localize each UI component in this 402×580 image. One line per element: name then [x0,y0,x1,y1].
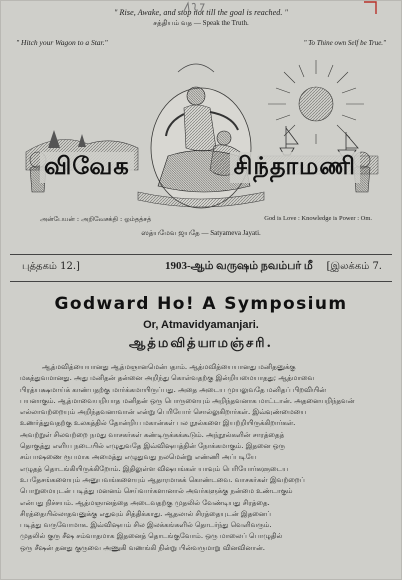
body-line: ஆத்மவித்யையானது ஆத்மஞானமென்பதாம். ஆத்மவித்யையானது மனிதனுக்கு [42,363,296,371]
body-line: பொறுமையுடன் படித்து மனனம் செய்வார்களானால் அவர்களுக்கு நன்மை உண்டாகும் [20,487,293,496]
article-title: Godward Ho! A Symposium [54,294,348,314]
body-line: பிரத்யக்ஷமாய்க் காண்பதற்கு மார்க்கமாயிருப்பது. அதை அடைய முயலுவதே மனிதப் பிறவியின் [20,385,326,394]
sun-emblem [268,60,364,144]
body-line: தொகுத்து எளிய நடையில் எழுதுவதே இவ்விஷயத்தின் நோக்கமாகும். இதனை ஒரு [20,442,286,451]
goddess-figure [151,64,251,208]
english-motto: God is Love : Knowledge is Power : Om. [264,215,372,222]
handwritten-annotation [182,0,210,14]
body-line: அவற்றுள் சிலவற்றை நமது வாசகர்கள் கண்டிருக்கக்கூடும். அந்நூல்களின் சாரத்தைத் [20,430,285,439]
body-line: முதலில் குரு சீஷ சம்வாதமாக இதனைத் தொடங்குவோம். ஒரு மாலைப் பொழுதில் [20,532,283,541]
speak-truth-line: சத்தியம் வத — Speak the Truth. [153,19,249,27]
header-quote: " Rise, Awake, and stop not till the goal is reached. " [114,7,288,17]
issue-info-row [0,259,402,279]
sanskrit-motto: ஸத்யமேவ ஜயதே — Satyameva Jayati. [141,229,261,237]
tamil-motto: அன்பேயன் : அறிவேசக்தி : ஓம்தத்சத் [40,215,152,223]
body-line: உபதேசங்களையும் அனுபவங்களையும் ஆதாரமாகக் கொண்டவை. வாசகர்கள் இவற்றைப் [20,475,305,484]
divider-top [10,254,392,255]
volume-number: புத்தகம் 12.] [22,261,80,272]
body-line: எழுதத் தொடங்கியிருக்கிறோம். இதிலுள்ள விஷயங்கள் யாவும் பெரியோர்களுடைய [20,464,289,473]
title-right: சிந்தாமணி [230,152,360,183]
right-motto: " To Thine own Self be True." [303,39,386,47]
body-line: ஒரு சீஷன் தனது குருவை அணுகி வணங்கி நின்று பின்வருமாறு வினவினான். [20,543,265,552]
body-line: என்பது நிச்சயம். ஆத்மஞானத்தை அடைவதற்கு முதலில் வேண்டியது சிரத்தை. [20,498,270,507]
title-left: விவேக [40,152,134,183]
issue-number: [இலக்கம் 7. [326,261,382,272]
left-motto: " Hitch your Wagon to a Star." [16,38,108,47]
body-line: படித்து வருவோமாக. இவ்விஷயம் சில இலக்கங்களில் தொடர்ந்து வெளிவரும். [20,521,272,530]
masthead-title [40,150,360,184]
article-body [20,362,384,554]
divider-bottom [10,281,392,282]
article-tamil-title: ஆத்மவித்யாமஞ்சரி. [128,336,274,351]
article-subtitle: Or, Atmavidyamanjari. [143,319,259,331]
body-line: சம்பாஷணை ரூபமாக அமைத்து எழுதுவது நலமென்று எண்ணி அப்படியே [20,453,257,462]
body-line: உணர்த்துவதற்கு உலகத்தில் தோன்றிய மகான்கள் பல நூல்களை இயற்றியிருக்கிறார்கள். [20,419,296,428]
masthead-illustration [18,52,384,212]
red-corner-mark [363,1,377,15]
body-line: எல்லாவற்றையும் அறிந்தவனாவான் என்று பெரியோர் சொல்லுகிறார்கள். இவ்வுண்மையை [20,408,307,417]
body-line: பயனாகும். ஆத்மாவையறியாத மனிதன் ஒரு பொருளையும் அறிந்தவனாக மாட்டான். அதனையறிந்தவன் [20,396,355,405]
issue-date: 1903-ஆம் வருஷம் நவம்பர் மீ [165,260,313,272]
body-line: மகத்துவமானது. அது மனிதன் தன்னை அறிந்து கொள்வதற்கு இன்றியமையாதது; ஆத்மாவை [20,374,315,383]
body-line: சிரத்தையில்லாதவனுக்கு எதுவும் சித்திக்காது. ஆதலால் சிரத்தையுடன் இதனைப் [20,509,271,518]
